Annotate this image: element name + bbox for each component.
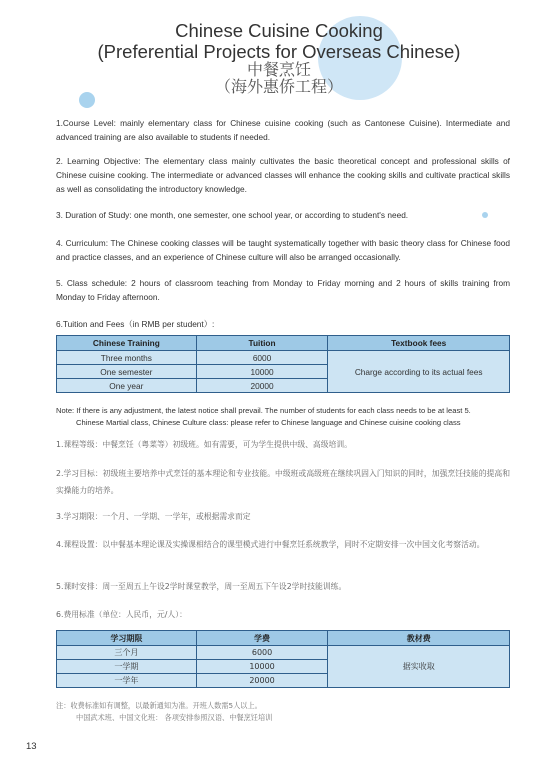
cell-period: 三个月 — [57, 646, 197, 660]
cn-curriculum: 4.课程设置：以中餐基本理论课及实操课相结合的课型模式进行中餐烹饪系统教学，同时不定期安排一次中国文化考察活动。 — [56, 540, 485, 549]
cn-note-line2: 中国武术班、中国文化班： 各项安排参照汉语、中餐烹饪培训 — [76, 713, 273, 722]
en-note-line1: Note: If there is any adjustment, the latest notice shall prevail. The number of students for each class needs to be at least 5. — [56, 406, 471, 415]
header-tuition: 学费 — [196, 631, 328, 646]
en-note-line2: Chinese Martial class, Chinese Culture class: please refer to Chinese language and Chinese cuisine cooking class — [76, 418, 461, 427]
cell-period: Three months — [57, 351, 197, 365]
cell-period: One semester — [57, 365, 197, 379]
cn-fee-heading: 6.费用标准（单位：人民币，元/人）： — [56, 610, 187, 619]
cell-tuition: 20000 — [196, 674, 328, 688]
cn-duration: 3.学习期限：一个月、一学期、一学年，或根据需求而定 — [56, 512, 251, 521]
en-curriculum: 4. Curriculum: The Chinese cooking classes will be taught systematically together with basic theory class for Chinese food and practice classes, and an experience of Chinese culture will also be arranged occasionally. — [56, 238, 510, 262]
cell-period: One year — [57, 379, 197, 393]
cn-class-schedule: 5.课时安排：周一至周五上午设2学时课堂教学，周一至周五下午设2学时技能训练。 — [56, 582, 347, 591]
cell-tuition: 10000 — [196, 365, 328, 379]
cell-tuition: 6000 — [196, 351, 328, 365]
en-learning-objective: 2. Learning Objective: The elementary class mainly cultivates the basic theoretical concept and professional skills of Chinese cuisine cooking. The intermediate or advanced classes will enhance the cooking skills and cultivate practical skills as well as consolidating the introductory knowledge. — [56, 156, 510, 194]
title-chinese-line2: （海外惠侨工程） — [214, 79, 343, 96]
title-english-line2: (Preferential Projects for Overseas Chinese) — [97, 41, 461, 62]
cell-tuition: 10000 — [196, 660, 328, 674]
page-number: 13 — [26, 741, 37, 752]
cn-fee-table — [56, 630, 510, 688]
en-duration: 3. Duration of Study: one month, one semester, one school year, or according to student's need. — [56, 210, 409, 220]
header-textbook-fee: 教材费 — [328, 631, 510, 646]
header-study-period: 学习期限 — [57, 631, 197, 646]
table-header-row — [57, 336, 510, 351]
cn-learning-objective: 2.学习目标：初级班主要培养中式烹饪的基本理论和专业技能。中级班或高级班在继续巩固入门知识的同时，加强烹饪技能的提高和实操能力的培养。 — [56, 469, 510, 495]
cell-period: 一学期 — [57, 660, 197, 674]
title-chinese-line1: 中餐烹饪 — [246, 62, 311, 79]
cell-textbook-fee: 据实收取 — [328, 646, 510, 688]
en-note — [56, 405, 471, 429]
table-row — [57, 646, 510, 660]
table-row — [57, 351, 510, 365]
cell-tuition: 6000 — [196, 646, 328, 660]
title-block — [0, 20, 558, 96]
cn-note-line1: 注：收费标准如有调整，以最新通知为准。开班人数需5人以上。 — [56, 701, 262, 710]
cell-textbook-fee: Charge according to its actual fees — [328, 351, 510, 393]
en-class-schedule: 5. Class schedule: 2 hours of classroom teaching from Monday to Friday morning and 2 hours of skills training from Monday to Friday afternoon. — [56, 278, 510, 302]
header-tuition: Tuition — [196, 336, 328, 351]
cn-course-level: 1.课程等级：中餐烹饪（粤菜等）初级班。如有需要，可为学生提供中级、高级培训。 — [56, 440, 352, 449]
en-tuition-heading: 6.Tuition and Fees（in RMB per student）: — [56, 319, 215, 329]
header-textbook-fees: Textbook fees — [328, 336, 510, 351]
en-fee-table — [56, 335, 510, 393]
title-english-line1: Chinese Cuisine Cooking — [175, 20, 383, 41]
cell-period: 一学年 — [57, 674, 197, 688]
header-training: Chinese Training — [57, 336, 197, 351]
en-course-level: 1.Course Level: mainly elementary class for Chinese cuisine cooking (such as Cantonese Cuisine). Intermediate and advanced training are also available to students if needed. — [56, 118, 510, 142]
cell-tuition: 20000 — [196, 379, 328, 393]
cn-note — [56, 700, 272, 724]
table-header-row — [57, 631, 510, 646]
